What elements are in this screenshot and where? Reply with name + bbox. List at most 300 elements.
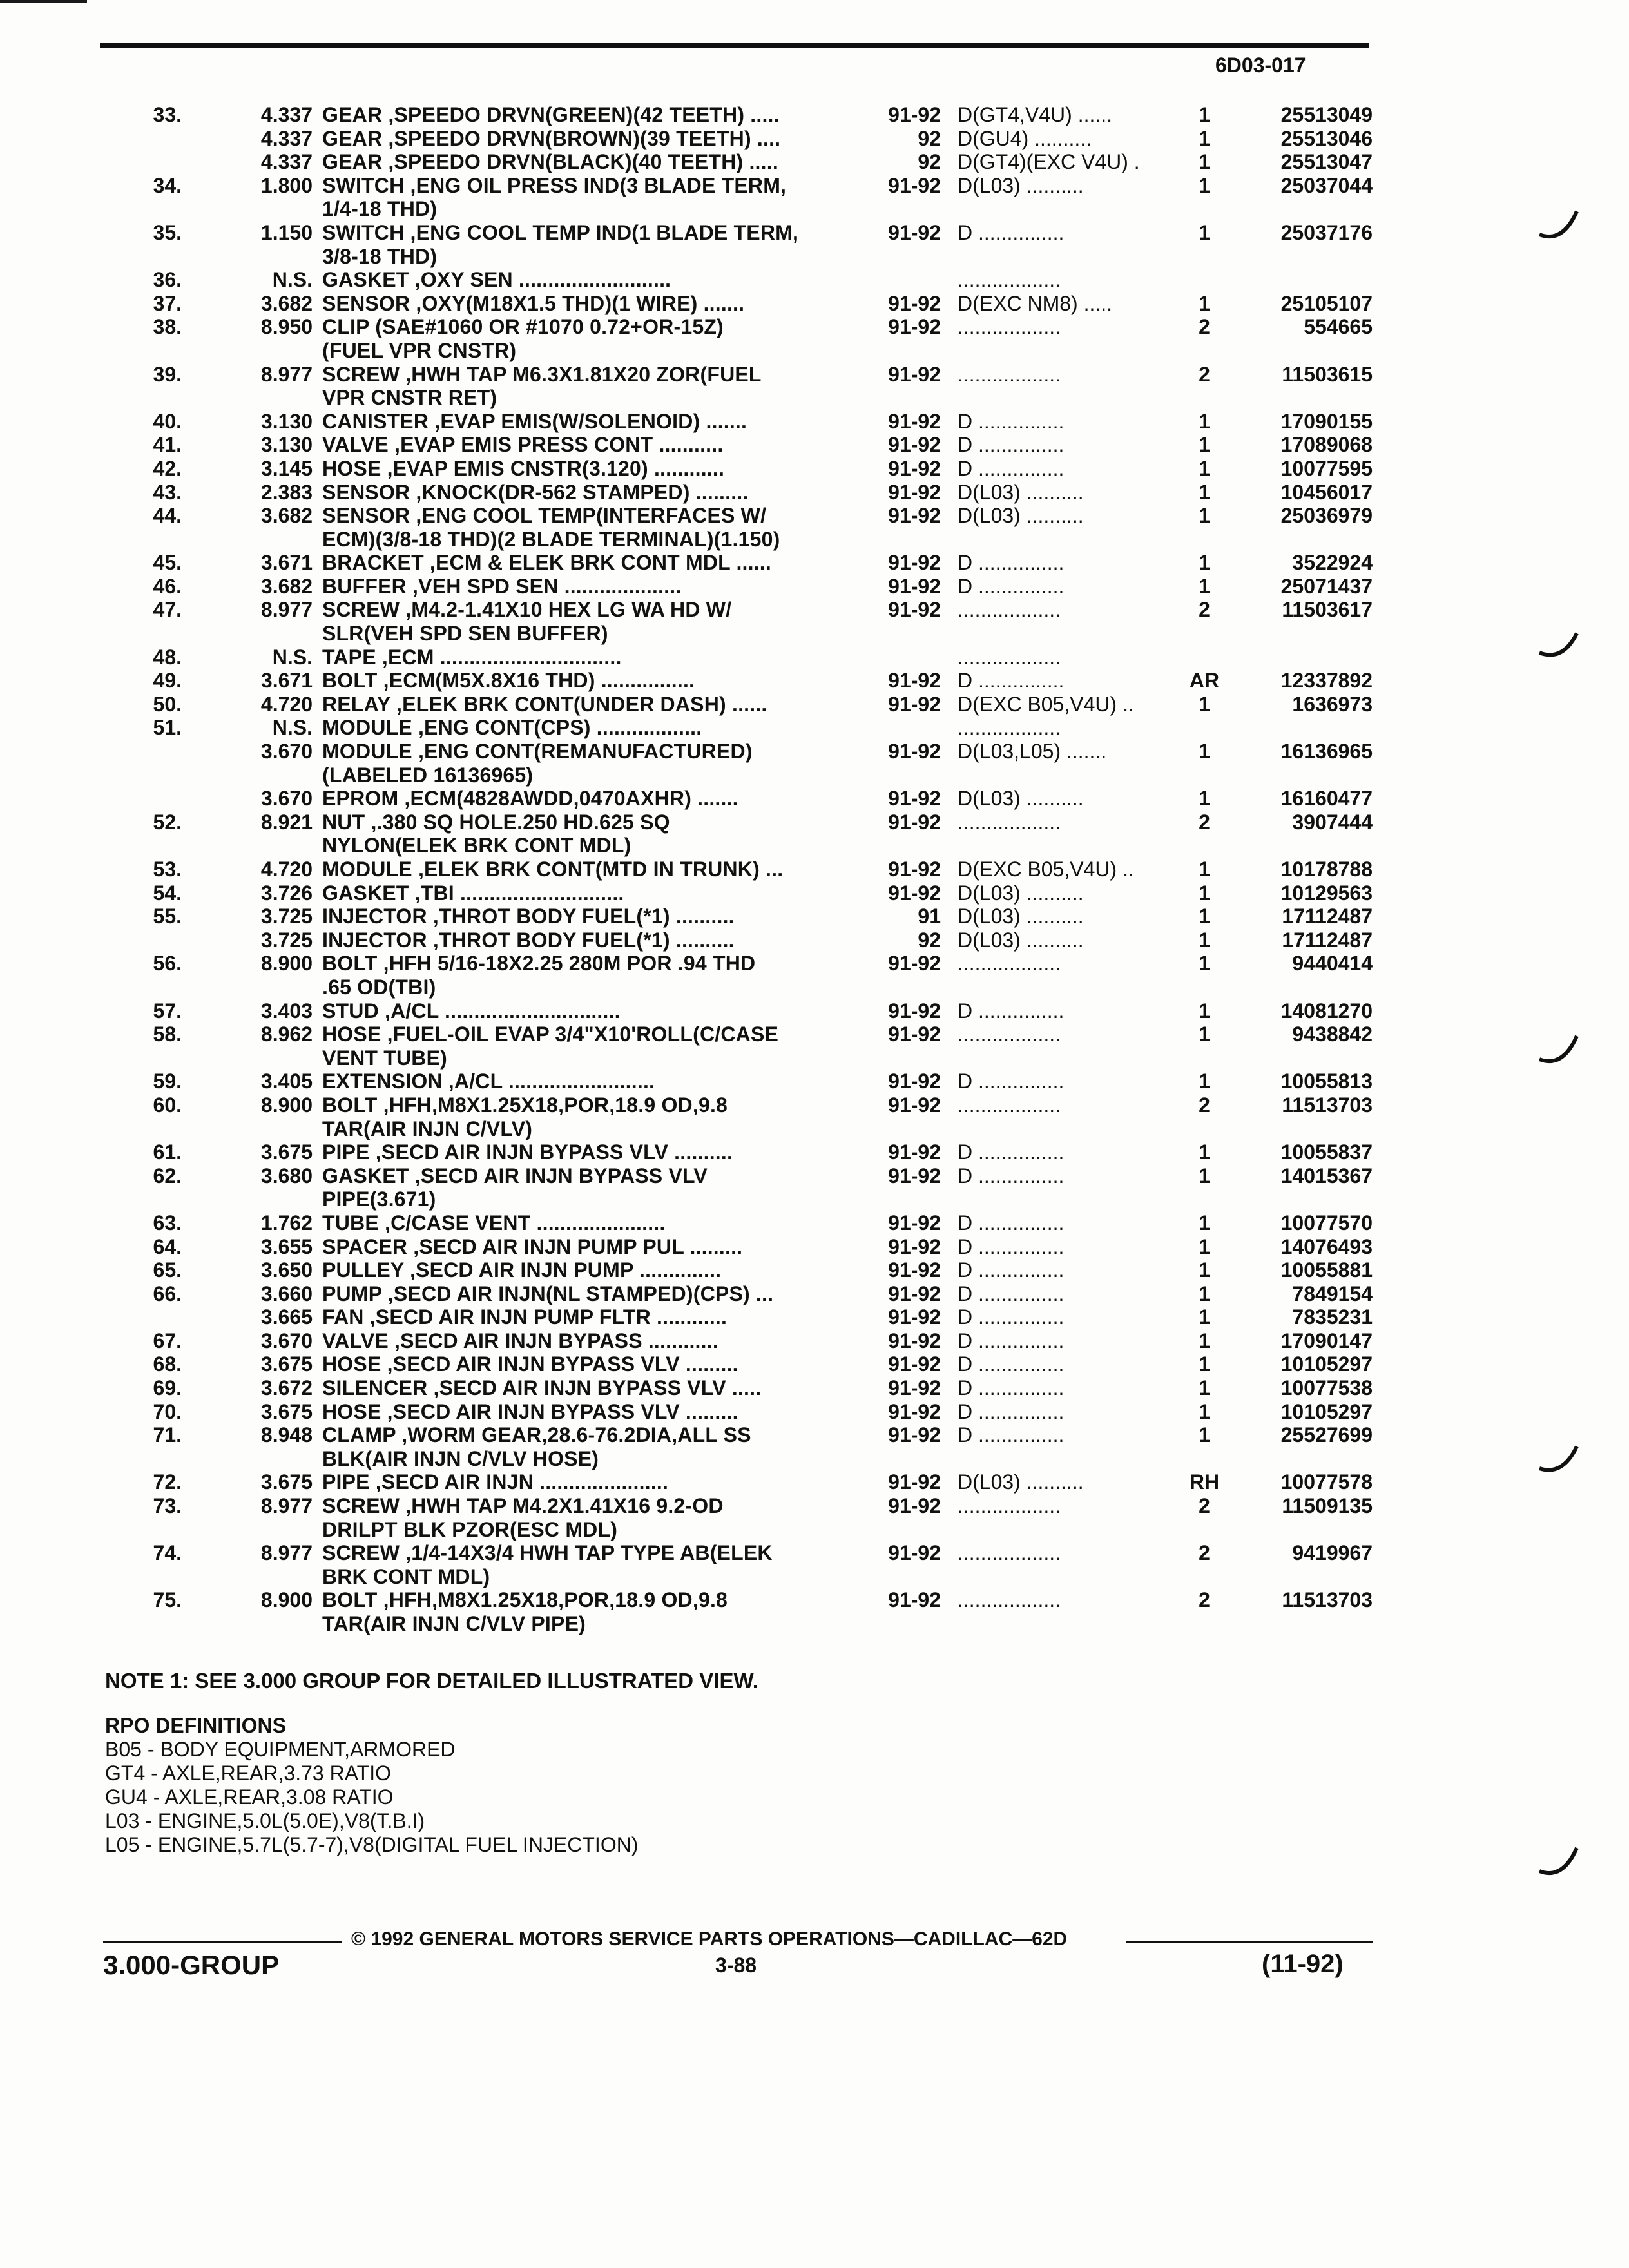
table-row [0, 457, 1629, 481]
group-number: 8.900 [260, 952, 313, 975]
ref-number: 41. [153, 433, 182, 457]
part-description: CLIP (SAE#1060 OR #1070 0.72+OR-15Z) [322, 315, 724, 339]
part-description: GASKET ,TBI ............................ [322, 881, 624, 905]
note-text: NOTE 1: SEE 3.000 GROUP FOR DETAILED ILLUSTRATED VIEW. [105, 1669, 758, 1693]
rpo-definition: L03 - ENGINE,5.0L(5.0E),V8(T.B.I) [105, 1809, 425, 1832]
group-number: 4.337 [260, 126, 313, 150]
part-number: 14076493 [1280, 1235, 1373, 1258]
usage-code: D(GT4)(EXC V4U) . [958, 150, 1140, 174]
table-row [0, 1093, 1629, 1117]
model-years: 91-92 [888, 1541, 941, 1565]
part-description: TAR(AIR INJN C/VLV PIPE) [322, 1612, 586, 1635]
usage-code: D ............... [958, 220, 1065, 244]
table-row [0, 811, 1629, 834]
group-number: 8.977 [260, 362, 313, 386]
table-row [0, 315, 1629, 339]
group-number: 3.655 [260, 1235, 313, 1258]
copyright-text: © 1992 GENERAL MOTORS SERVICE PARTS OPERATIONS—CADILLAC—62D [351, 1928, 1068, 1950]
quantity: 2 [1199, 1494, 1210, 1518]
part-number: 17090147 [1280, 1329, 1373, 1352]
quantity: 1 [1199, 1399, 1210, 1423]
ref-number: 72. [153, 1470, 182, 1494]
part-description: EXTENSION ,A/CL ......................... [322, 1070, 655, 1093]
usage-code: D ............... [958, 1282, 1065, 1305]
binder-hole-mark-icon [1537, 1440, 1582, 1479]
ref-number: 42. [153, 456, 182, 480]
part-description: SCREW ,1/4-14X3/4 HWH TAP TYPE AB(ELEK [322, 1541, 773, 1565]
group-number: 4.337 [260, 150, 313, 174]
usage-code: .................. [958, 810, 1061, 834]
table-row [0, 1447, 1629, 1471]
usage-code: .................. [958, 315, 1061, 339]
part-description: SWITCH ,ENG OIL PRESS IND(3 BLADE TERM, [322, 173, 787, 197]
quantity: 1 [1199, 1423, 1210, 1447]
group-number: 3.682 [260, 291, 313, 315]
part-number: 10105297 [1280, 1399, 1373, 1423]
part-number: 25105107 [1280, 291, 1373, 315]
part-description: PULLEY ,SECD AIR INJN PUMP .............. [322, 1258, 722, 1282]
part-number: 10055881 [1280, 1258, 1373, 1282]
usage-code: .................. [958, 1023, 1061, 1046]
quantity: 1 [1199, 480, 1210, 504]
ref-number: 48. [153, 645, 182, 669]
usage-code: D ............... [958, 1352, 1065, 1376]
group-number: 3.671 [260, 669, 313, 693]
part-number: 10055837 [1280, 1140, 1373, 1164]
table-row [0, 1070, 1629, 1093]
group-number: 3.675 [260, 1399, 313, 1423]
usage-code: D(GT4,V4U) ...... [958, 103, 1113, 126]
part-description: VENT TUBE) [322, 1046, 447, 1070]
model-years: 91-92 [888, 1282, 941, 1305]
quantity: 1 [1199, 1305, 1210, 1329]
part-number: 12337892 [1280, 669, 1373, 693]
table-row [0, 858, 1629, 881]
quantity: 2 [1199, 1588, 1210, 1612]
model-years: 92 [918, 928, 941, 952]
table-row [0, 363, 1629, 387]
group-number: 3.670 [260, 1329, 313, 1352]
table-row [0, 1164, 1629, 1188]
part-description: SCREW ,M4.2-1.41X10 HEX LG WA HD W/ [322, 598, 732, 622]
ref-number: 50. [153, 692, 182, 716]
table-row [0, 1518, 1629, 1542]
group-number: 3.680 [260, 1164, 313, 1187]
usage-code: D ............... [958, 551, 1065, 575]
quantity: 1 [1199, 1376, 1210, 1400]
part-description: BOLT ,ECM(M5X.8X16 THD) ................ [322, 669, 695, 693]
model-years: 91-92 [888, 1164, 941, 1187]
ref-number: 47. [153, 598, 182, 622]
quantity: 1 [1199, 1258, 1210, 1282]
rpo-definition: GT4 - AXLE,REAR,3.73 RATIO [105, 1762, 391, 1785]
table-row [0, 245, 1629, 269]
quantity: 1 [1199, 173, 1210, 197]
usage-code: D ............... [958, 456, 1065, 480]
table-row [0, 1023, 1629, 1046]
ref-number: 54. [153, 881, 182, 905]
part-number: 9438842 [1292, 1023, 1373, 1046]
usage-code: .................. [958, 598, 1061, 622]
table-row [0, 1211, 1629, 1235]
ref-number: 52. [153, 810, 182, 834]
quantity: 1 [1199, 1164, 1210, 1187]
part-number: 9419967 [1292, 1541, 1373, 1565]
part-description: ECM)(3/8-18 THD)(2 BLADE TERMINAL)(1.150) [322, 527, 780, 551]
ref-number: 55. [153, 905, 182, 928]
usage-code: D(L03,L05) ....... [958, 740, 1107, 764]
model-years: 91-92 [888, 858, 941, 881]
part-description: HOSE ,FUEL-OIL EVAP 3/4"X10'ROLL(C/CASE [322, 1023, 779, 1046]
ref-number: 57. [153, 999, 182, 1023]
part-description: BUFFER ,VEH SPD SEN .................... [322, 574, 682, 598]
group-number: 3.145 [260, 456, 313, 480]
part-number: 10077570 [1280, 1211, 1373, 1235]
model-years: 91-92 [888, 1305, 941, 1329]
model-years: 91-92 [888, 291, 941, 315]
model-years: 91-92 [888, 173, 941, 197]
part-number: 10456017 [1280, 480, 1373, 504]
ref-number: 62. [153, 1164, 182, 1187]
usage-code: D(EXC B05,V4U) .. [958, 692, 1134, 716]
rpo-definitions [105, 1714, 638, 1857]
group-number: 8.948 [260, 1423, 313, 1447]
part-description: MODULE ,ELEK BRK CONT(MTD IN TRUNK) ... [322, 858, 784, 881]
table-row [0, 1117, 1629, 1141]
table-row [0, 1235, 1629, 1259]
table-row [0, 764, 1629, 787]
group-number: 8.962 [260, 1023, 313, 1046]
model-years: 91 [918, 905, 941, 928]
part-number: 16160477 [1280, 787, 1373, 811]
quantity: 1 [1199, 858, 1210, 881]
ref-number: 73. [153, 1494, 182, 1518]
quantity: RH [1189, 1470, 1220, 1494]
usage-code: .................. [958, 1494, 1061, 1518]
table-row [0, 716, 1629, 740]
group-number: 1.762 [260, 1211, 313, 1235]
model-years: 91-92 [888, 669, 941, 693]
usage-code: D ............... [958, 999, 1065, 1023]
usage-code: D(L03) .......... [958, 480, 1084, 504]
model-years: 91-92 [888, 740, 941, 764]
rpo-title: RPO DEFINITIONS [105, 1714, 286, 1737]
quantity: 1 [1199, 1329, 1210, 1352]
table-row [0, 598, 1629, 622]
part-number: 25036979 [1280, 504, 1373, 528]
group-number: 3.405 [260, 1070, 313, 1093]
part-number: 10129563 [1280, 881, 1373, 905]
ref-number: 44. [153, 504, 182, 528]
usage-code: D(L03) .......... [958, 1470, 1084, 1494]
model-years: 91-92 [888, 1329, 941, 1352]
quantity: 2 [1199, 810, 1210, 834]
ref-number: 69. [153, 1376, 182, 1400]
quantity: 1 [1199, 1235, 1210, 1258]
model-years: 91-92 [888, 1258, 941, 1282]
footer-rule-right [1126, 1941, 1373, 1943]
part-description: HOSE ,SECD AIR INJN BYPASS VLV ......... [322, 1399, 738, 1423]
usage-code: .................. [958, 952, 1061, 975]
quantity: 1 [1199, 692, 1210, 716]
model-years: 91-92 [888, 1470, 941, 1494]
table-row [0, 834, 1629, 858]
quantity: 1 [1199, 551, 1210, 575]
part-description: TAR(AIR INJN C/VLV) [322, 1117, 533, 1140]
quantity: 2 [1199, 315, 1210, 339]
usage-code: D ............... [958, 433, 1065, 457]
table-row [0, 268, 1629, 292]
quantity: 2 [1199, 1093, 1210, 1117]
part-number: 10055813 [1280, 1070, 1373, 1093]
part-description: MODULE ,ENG CONT(CPS) .................. [322, 716, 702, 740]
usage-code: .................. [958, 1093, 1061, 1117]
model-years: 91-92 [888, 456, 941, 480]
model-years: 91-92 [888, 1093, 941, 1117]
quantity: 1 [1199, 126, 1210, 150]
quantity: 1 [1199, 409, 1210, 433]
quantity: 1 [1199, 504, 1210, 528]
part-number: 25513049 [1280, 103, 1373, 126]
part-number: 25513047 [1280, 150, 1373, 174]
model-years: 91-92 [888, 551, 941, 575]
part-number: 9440414 [1292, 952, 1373, 975]
table-row [0, 1423, 1629, 1447]
group-number: 3.725 [260, 928, 313, 952]
group-number: 4.720 [260, 858, 313, 881]
model-years: 91-92 [888, 1070, 941, 1093]
table-row [0, 1565, 1629, 1589]
table-row [0, 1187, 1629, 1211]
part-number: 7835231 [1292, 1305, 1373, 1329]
binder-hole-mark-icon [1537, 206, 1582, 245]
part-description: .65 OD(TBI) [322, 975, 436, 999]
table-row [0, 669, 1629, 693]
part-description: EPROM ,ECM(4828AWDD,0470AXHR) ....... [322, 787, 738, 811]
part-description: SILENCER ,SECD AIR INJN BYPASS VLV ..... [322, 1376, 762, 1400]
ref-number: 49. [153, 669, 182, 693]
ref-number: 75. [153, 1588, 182, 1612]
model-years: 91-92 [888, 220, 941, 244]
usage-code: .................. [958, 716, 1061, 740]
group-number: 3.671 [260, 551, 313, 575]
ref-number: 45. [153, 551, 182, 575]
table-row [0, 1494, 1629, 1518]
model-years: 91-92 [888, 1235, 941, 1258]
part-description: SLR(VEH SPD SEN BUFFER) [322, 622, 608, 646]
part-number: 11503617 [1282, 598, 1373, 622]
table-row [0, 150, 1629, 174]
group-number: 3.675 [260, 1352, 313, 1376]
part-number: 16136965 [1280, 740, 1373, 764]
quantity: 1 [1199, 999, 1210, 1023]
table-row [0, 622, 1629, 646]
quantity: 1 [1199, 1352, 1210, 1376]
group-number: 8.921 [260, 810, 313, 834]
group-number: 3.682 [260, 504, 313, 528]
part-number: 10105297 [1280, 1352, 1373, 1376]
table-row [0, 905, 1629, 928]
model-years: 91-92 [888, 1588, 941, 1612]
rpo-definition: GU4 - AXLE,REAR,3.08 RATIO [105, 1785, 394, 1809]
quantity: 1 [1199, 1282, 1210, 1305]
group-number: 8.977 [260, 1541, 313, 1565]
group-number: 3.403 [260, 999, 313, 1023]
table-row [0, 928, 1629, 952]
part-description: INJECTOR ,THROT BODY FUEL(*1) .......... [322, 905, 735, 928]
part-description: CLAMP ,WORM GEAR,28.6-76.2DIA,ALL SS [322, 1423, 751, 1447]
table-row [0, 575, 1629, 599]
part-number: 7849154 [1292, 1282, 1373, 1305]
usage-code: D ............... [958, 1258, 1065, 1282]
part-description: BLK(AIR INJN C/VLV HOSE) [322, 1446, 599, 1470]
usage-code: D ............... [958, 1329, 1065, 1352]
quantity: 1 [1199, 456, 1210, 480]
usage-code: D ............... [958, 1211, 1065, 1235]
model-years: 91-92 [888, 1023, 941, 1046]
group-number: 8.900 [260, 1588, 313, 1612]
quantity: 1 [1199, 928, 1210, 952]
model-years: 91-92 [888, 1494, 941, 1518]
quantity: 1 [1199, 1023, 1210, 1046]
model-years: 91-92 [888, 1376, 941, 1400]
model-years: 92 [918, 150, 941, 174]
part-description: SENSOR ,ENG COOL TEMP(INTERFACES W/ [322, 504, 767, 528]
part-description: GASKET ,SECD AIR INJN BYPASS VLV [322, 1164, 708, 1187]
part-number: 25037176 [1280, 220, 1373, 244]
table-row [0, 433, 1629, 457]
part-description: 1/4-18 THD) [322, 197, 438, 221]
ref-number: 43. [153, 480, 182, 504]
group-number: 8.977 [260, 598, 313, 622]
usage-code: D ............... [958, 1140, 1065, 1164]
quantity: AR [1189, 669, 1220, 693]
part-description: PIPE ,SECD AIR INJN ...................... [322, 1470, 669, 1494]
part-description: GEAR ,SPEEDO DRVN(GREEN)(42 TEETH) ..... [322, 103, 780, 126]
group-number: N.S. [272, 716, 313, 740]
ref-number: 68. [153, 1352, 182, 1376]
table-row [0, 339, 1629, 363]
group-number: 4.337 [260, 103, 313, 126]
usage-code: D ............... [958, 574, 1065, 598]
model-years: 91-92 [888, 1352, 941, 1376]
group-number: 3.130 [260, 433, 313, 457]
part-number: 25037044 [1280, 173, 1373, 197]
table-row [0, 1541, 1629, 1565]
part-description: VALVE ,SECD AIR INJN BYPASS ............ [322, 1329, 718, 1352]
part-description: TUBE ,C/CASE VENT ...................... [322, 1211, 666, 1235]
model-years: 91-92 [888, 504, 941, 528]
ref-number: 40. [153, 409, 182, 433]
quantity: 1 [1199, 220, 1210, 244]
usage-code: D ............... [958, 1235, 1065, 1258]
table-row [0, 1400, 1629, 1424]
part-description: HOSE ,EVAP EMIS CNSTR(3.120) ............ [322, 456, 725, 480]
part-description: SCREW ,HWH TAP M4.2X1.41X16 9.2-OD [322, 1494, 724, 1518]
part-description: PIPE(3.671) [322, 1187, 436, 1211]
part-description: BRACKET ,ECM & ELEK BRK CONT MDL ...... [322, 551, 771, 575]
quantity: 1 [1199, 433, 1210, 457]
quantity: 1 [1199, 150, 1210, 174]
model-years: 91-92 [888, 409, 941, 433]
quantity: 2 [1199, 1541, 1210, 1565]
table-row [0, 528, 1629, 552]
table-row [0, 551, 1629, 575]
part-description: BOLT ,HFH 5/16-18X2.25 280M POR .94 THD [322, 952, 756, 975]
group-number: 3.726 [260, 881, 313, 905]
model-years: 92 [918, 126, 941, 150]
part-number: 10077578 [1280, 1470, 1373, 1494]
group-number: N.S. [272, 645, 313, 669]
ref-number: 35. [153, 220, 182, 244]
ref-number: 33. [153, 103, 182, 126]
binder-hole-mark-icon [1537, 1843, 1582, 1881]
part-description: VALVE ,EVAP EMIS PRESS CONT ........... [322, 433, 724, 457]
part-description: GEAR ,SPEEDO DRVN(BROWN)(39 TEETH) .... [322, 126, 781, 150]
table-row [0, 1305, 1629, 1329]
quantity: 1 [1199, 103, 1210, 126]
ref-number: 64. [153, 1235, 182, 1258]
model-years: 91-92 [888, 810, 941, 834]
table-row [0, 1140, 1629, 1164]
table-row [0, 1612, 1629, 1636]
header-rule [100, 43, 1369, 48]
group-number: 3.660 [260, 1282, 313, 1305]
part-description: SWITCH ,ENG COOL TEMP IND(1 BLADE TERM, [322, 220, 799, 244]
quantity: 1 [1199, 574, 1210, 598]
part-number: 10178788 [1280, 858, 1373, 881]
usage-code: .................. [958, 362, 1061, 386]
ref-number: 61. [153, 1140, 182, 1164]
group-number: 3.650 [260, 1258, 313, 1282]
model-years: 91-92 [888, 362, 941, 386]
part-number: 1636973 [1292, 692, 1373, 716]
footer-date: (11-92) [1262, 1950, 1344, 1978]
group-number: 3.672 [260, 1376, 313, 1400]
part-description: BOLT ,HFH,M8X1.25X18,POR,18.9 OD,9.8 [322, 1093, 728, 1117]
quantity: 1 [1199, 1070, 1210, 1093]
ref-number: 53. [153, 858, 182, 881]
part-description: CANISTER ,EVAP EMIS(W/SOLENOID) ....... [322, 409, 747, 433]
part-description: DRILPT BLK PZOR(ESC MDL) [322, 1517, 618, 1541]
usage-code: D ............... [958, 1070, 1065, 1093]
part-number: 11513703 [1282, 1093, 1373, 1117]
table-row [0, 504, 1629, 528]
group-number: 3.675 [260, 1140, 313, 1164]
usage-code: D ............... [958, 1423, 1065, 1447]
usage-code: D ............... [958, 1164, 1065, 1187]
table-row [0, 1470, 1629, 1494]
part-number: 17112487 [1282, 905, 1373, 928]
part-number: 25527699 [1280, 1423, 1373, 1447]
page-id: 6D03-017 [1215, 53, 1306, 77]
part-description: NYLON(ELEK BRK CONT MDL) [322, 834, 631, 858]
group-number: 8.950 [260, 315, 313, 339]
ref-number: 36. [153, 268, 182, 292]
rpo-definition: L05 - ENGINE,5.7L(5.7-7),V8(DIGITAL FUEL INJECTION) [105, 1833, 639, 1856]
part-description: INJECTOR ,THROT BODY FUEL(*1) .......... [322, 928, 735, 952]
usage-code: D(L03) .......... [958, 881, 1084, 905]
model-years: 91-92 [888, 1423, 941, 1447]
part-number: 10077595 [1280, 456, 1373, 480]
group-number: 3.670 [260, 787, 313, 811]
quantity: 1 [1199, 291, 1210, 315]
group-number: 8.977 [260, 1494, 313, 1518]
part-description: VPR CNSTR RET) [322, 386, 497, 410]
group-number: 3.725 [260, 905, 313, 928]
part-number: 11513703 [1282, 1588, 1373, 1612]
part-number: 554665 [1304, 315, 1373, 339]
